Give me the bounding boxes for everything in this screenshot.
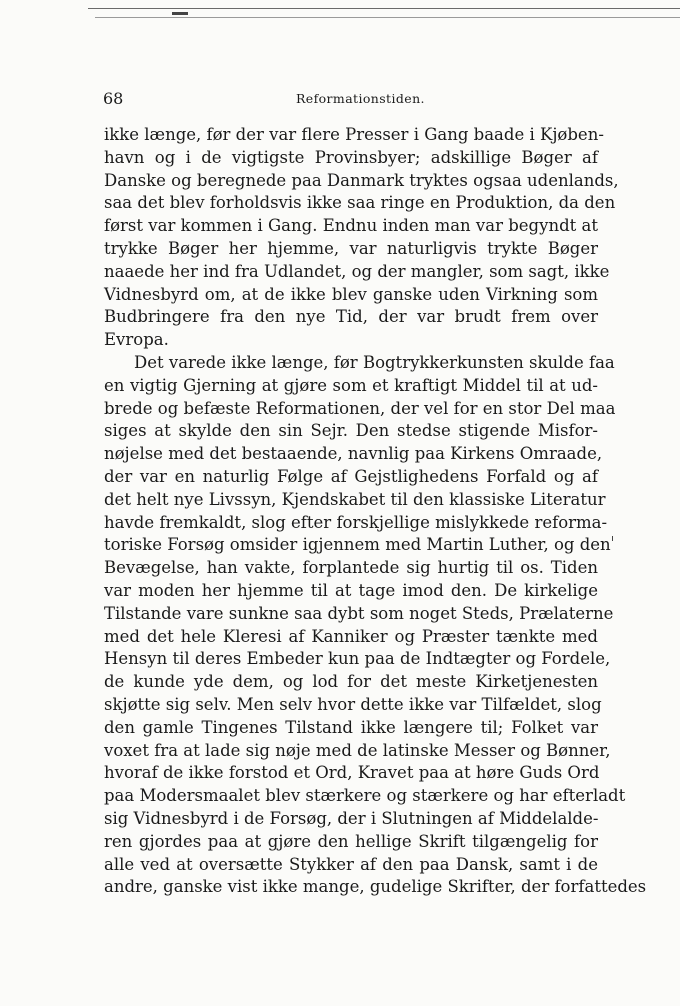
text-line: voxet fra at lade sig nøje med de latinske Messer og Bønner, (104, 740, 611, 760)
text-line: havn og i de vigtigste Provinsbyer; adskillige Bøger af (104, 147, 598, 167)
text-line: naaede her ind fra Udlandet, og der mangler, som sagt, ikke (104, 261, 610, 281)
text-line: saa det blev forholdsvis ikke saa ringe en Produktion, da den (104, 193, 616, 213)
text-line: hvoraf de ikke forstod et Ord, Kravet paa at høre Guds Ord (104, 763, 600, 783)
running-title: Reformationstiden. (296, 91, 425, 106)
text-line: med det hele Kleresi af Kanniker og Præster tænkte med (104, 626, 598, 646)
text-line: Budbringere fra den nye Tid, der var brudt frem over (104, 307, 598, 327)
text-line: siges at skylde den sin Sejr. Den stedse stigende Misfor- (104, 421, 598, 441)
text-line: Tilstande vare sunkne saa dybt som noget Steds, Prælaterne (104, 603, 614, 623)
scan-border-line (95, 17, 680, 18)
text-line: de kunde yde dem, og lod for det meste Kirketjenesten (104, 672, 598, 692)
text-line: brede og befæste Reformationen, der vel for en stor Del maa (104, 398, 616, 418)
text-line: var moden her hjemme til at tage imod den. De kirkelige (104, 580, 598, 600)
text-line: skjøtte sig selv. Men selv hvor dette ikke var Tilfældet, slog (104, 694, 602, 714)
text-line: Det varede ikke længe, før Bogtrykkerkunsten skulde faa (134, 352, 615, 372)
text-line: andre, ganske vist ikke mange, gudelige Skrifter, der forfattedes (104, 877, 647, 897)
text-line: nøjelse med det bestaaende, navnlig paa Kirkens Omraade, (104, 444, 603, 464)
text-line: en vigtig Gjerning at gjøre som et kraftigt Middel til at ud- (104, 375, 598, 395)
scan-speck (612, 536, 613, 541)
text-line: Bevægelse, han vakte, forplantede sig hurtig til os. Tiden (104, 558, 598, 578)
text-line: havde fremkaldt, slog efter forskjellige mislykkede reforma- (104, 512, 608, 532)
text-line: først var kommen i Gang. Endnu inden man var begyndt at (104, 216, 598, 236)
text-line: toriske Forsøg omsider igjennem med Martin Luther, og den (104, 535, 611, 555)
text-line: trykke Bøger her hjemme, var naturligvis trykte Bøger (104, 238, 598, 258)
text-line: ikke længe, før der var flere Presser i Gang baade i Kjøben- (104, 125, 604, 144)
text-line: den gamle Tingenes Tilstand ikke længere til; Folket var (104, 717, 598, 737)
page-number: 68 (103, 89, 124, 108)
text-line: alle ved at oversætte Stykker af den paa Dansk, samt i de (104, 854, 598, 874)
text-line: der var en naturlig Følge af Gejstlighedens Forfald og af (104, 466, 598, 486)
text-line: Hensyn til deres Embeder kun paa de Indtægter og Fordele, (104, 649, 611, 669)
text-line: Danske og beregnede paa Danmark tryktes ogsaa udenlands, (104, 170, 619, 190)
scan-border-line (88, 8, 680, 9)
text-line: Vidnesbyrd om, at de ikke blev ganske uden Virkning som (104, 284, 598, 304)
text-line: paa Modersmaalet blev stærkere og stærkere og har efterladt (104, 786, 626, 806)
text-line: sig Vidnesbyrd i de Forsøg, der i Slutningen af Middelalde- (104, 808, 599, 828)
body-text (104, 124, 647, 899)
text-line: ren gjordes paa at gjøre den hellige Skrift tilgængelig for (104, 831, 598, 851)
text-line: det helt nye Livssyn, Kjendskabet til den klassiske Literatur (104, 489, 606, 509)
text-line: Evropa. (104, 330, 169, 350)
scan-speck (172, 12, 188, 15)
